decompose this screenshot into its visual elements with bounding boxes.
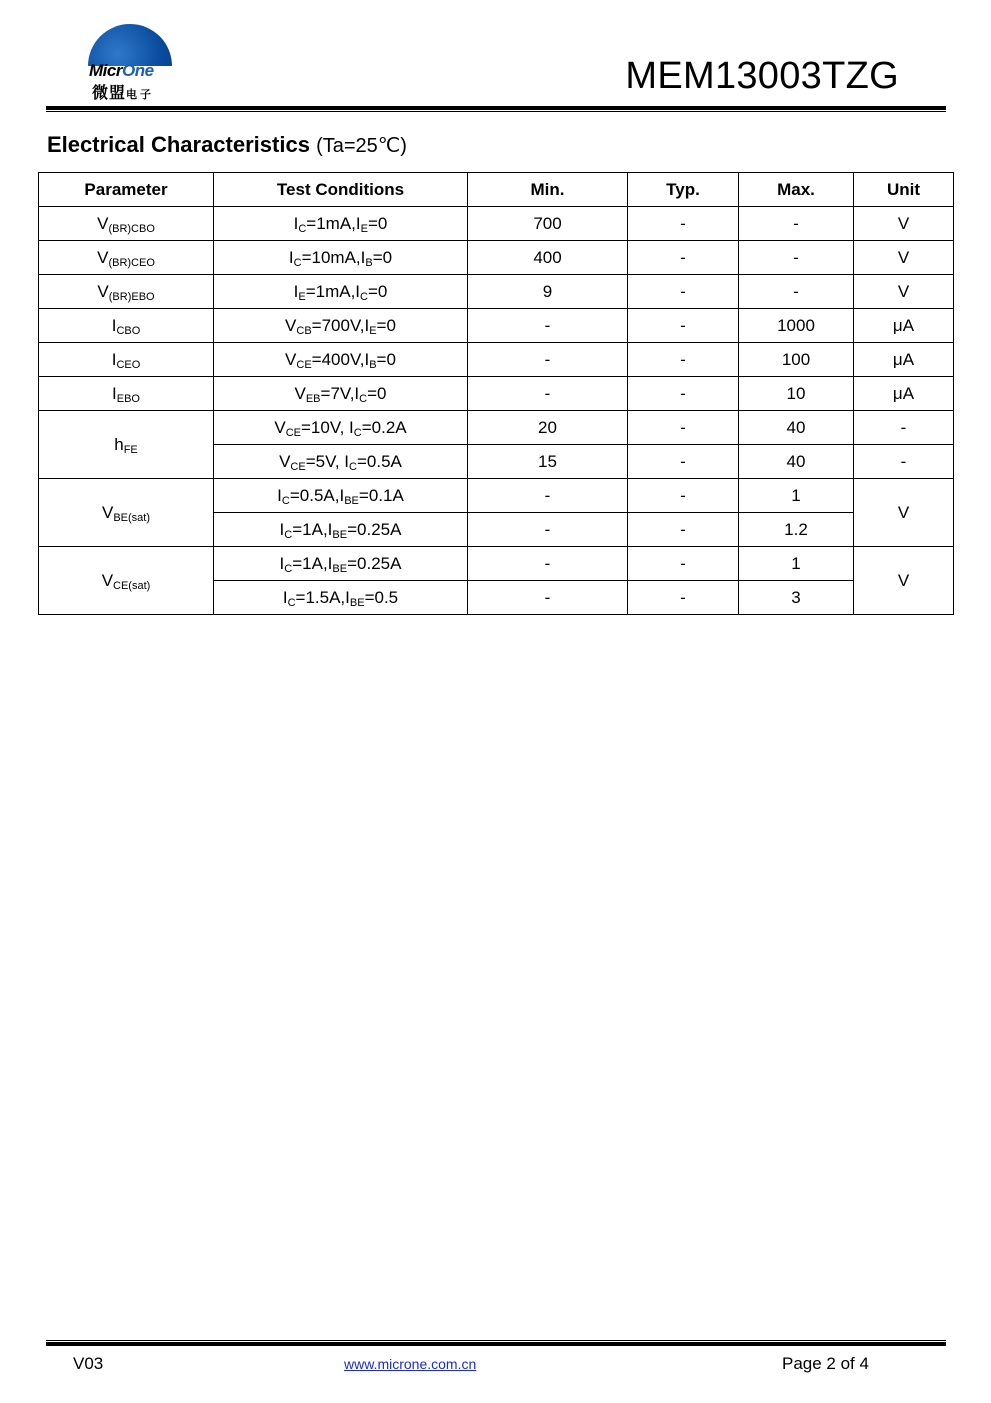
typ-cell: -: [628, 411, 739, 445]
table-row: [39, 207, 954, 241]
param-cell: [39, 479, 214, 547]
cond-sub: C: [360, 290, 368, 303]
cond-text: I: [288, 247, 294, 267]
cond-sub: BE: [344, 494, 359, 507]
param-subscript: FE: [123, 443, 138, 456]
cond-sub: BE: [332, 562, 348, 575]
cond-text: =0: [367, 383, 387, 403]
condition-cell: [214, 241, 468, 275]
condition-cell: [214, 377, 468, 411]
min-cell: 700: [468, 207, 628, 241]
typ-cell: -: [628, 207, 739, 241]
header-unit: Unit: [854, 173, 954, 207]
footer-website-link[interactable]: www.microne.com.cn: [344, 1356, 477, 1372]
param-cell: [39, 309, 214, 343]
unit-cell: -: [854, 445, 954, 479]
cond-text: =0.25A: [347, 519, 402, 539]
param-subscript: CBO: [116, 324, 141, 337]
cond-text: =700V,I: [311, 315, 370, 335]
param-symbol: V: [97, 281, 109, 301]
logo-brand-b: One: [121, 61, 154, 80]
condition-cell: [214, 513, 468, 547]
table-row: [39, 479, 954, 513]
typ-cell: -: [628, 241, 739, 275]
max-cell: 1: [739, 479, 854, 513]
cond-text: =0.25A: [347, 553, 402, 573]
param-cell: [39, 547, 214, 615]
cond-text: =1.5A,I: [295, 587, 350, 607]
cond-text: =0.2A: [361, 417, 407, 437]
param-symbol: h: [114, 434, 124, 454]
electrical-characteristics-table: [38, 172, 954, 615]
cond-text: =0: [376, 349, 396, 369]
cond-sub: C: [298, 222, 307, 235]
cond-sub: BE: [349, 596, 365, 609]
min-cell: 15: [468, 445, 628, 479]
param-symbol: I: [111, 315, 117, 335]
typ-cell: -: [628, 309, 739, 343]
logo-cn-small: 电子: [126, 89, 155, 101]
max-cell: -: [739, 241, 854, 275]
typ-cell: -: [628, 547, 739, 581]
cond-sub: C: [353, 426, 362, 439]
condition-cell: [214, 479, 468, 513]
param-subscript: (BR)CBO: [108, 222, 155, 235]
typ-cell: -: [628, 343, 739, 377]
document-title: MEM13003TZG: [625, 55, 899, 97]
footer-rule-thick: [46, 1342, 946, 1346]
max-cell: -: [739, 275, 854, 309]
cond-text: I: [279, 553, 285, 573]
table-header-row: [39, 173, 954, 207]
max-cell: 40: [739, 411, 854, 445]
max-cell: 1: [739, 547, 854, 581]
logo-cn-main: 微盟: [92, 85, 127, 102]
header-min: Min.: [468, 173, 628, 207]
header-test-conditions: Test Conditions: [214, 173, 468, 207]
param-symbol: V: [101, 570, 114, 590]
cond-text: =0: [367, 281, 388, 301]
cond-sub: C: [359, 392, 368, 405]
cond-text: V: [285, 349, 297, 369]
header-typ: Typ.: [628, 173, 739, 207]
table-row: [39, 241, 954, 275]
condition-cell: [214, 411, 468, 445]
param-subscript: (BR)EBO: [108, 290, 155, 303]
section-title: Electrical Characteristics: [47, 132, 310, 157]
cond-text: =0.1A: [358, 485, 404, 505]
cond-sub: EB: [305, 392, 321, 405]
typ-cell: -: [628, 581, 739, 615]
footer-page-number: Page 2 of 4: [782, 1354, 869, 1373]
cond-sub: E: [360, 222, 368, 235]
cond-text: I: [277, 485, 282, 505]
cond-sub: B: [365, 256, 373, 269]
table-row: [39, 411, 954, 445]
cond-text: =10V, I: [300, 417, 354, 437]
max-cell: 10: [739, 377, 854, 411]
param-cell: [39, 411, 214, 479]
typ-cell: -: [628, 479, 739, 513]
typ-cell: -: [628, 513, 739, 547]
company-logo: [86, 24, 176, 100]
min-cell: -: [468, 479, 628, 513]
table-row: [39, 309, 954, 343]
min-cell: -: [468, 513, 628, 547]
typ-cell: -: [628, 445, 739, 479]
header-rule-thin: [46, 111, 946, 112]
cond-sub: E: [369, 324, 377, 337]
cond-text: I: [293, 213, 299, 233]
cond-sub: B: [369, 358, 377, 371]
cond-text: =0: [376, 315, 396, 335]
condition-cell: [214, 207, 468, 241]
typ-cell: -: [628, 275, 739, 309]
cond-text: =10mA,I: [301, 247, 366, 267]
param-symbol: V: [101, 502, 114, 522]
cond-text: V: [285, 315, 297, 335]
min-cell: -: [468, 581, 628, 615]
param-subscript: EBO: [116, 392, 140, 405]
cond-text: V: [279, 451, 291, 471]
cond-text: =0.5A,I: [289, 485, 345, 505]
table-row: [39, 377, 954, 411]
cond-text: =0.5A: [357, 451, 402, 471]
table-row: [39, 343, 954, 377]
param-symbol: V: [97, 247, 109, 267]
param-cell: [39, 275, 214, 309]
cond-text: =0: [372, 247, 393, 267]
cond-text: =5V, I: [305, 451, 350, 471]
cond-sub: BE: [332, 528, 348, 541]
cond-sub: CE: [296, 358, 312, 371]
cond-text: V: [294, 383, 306, 403]
unit-cell: V: [854, 547, 954, 615]
cond-text: I: [282, 587, 288, 607]
cond-sub: CE: [290, 460, 306, 473]
logo-cn: [92, 80, 154, 103]
param-symbol: I: [112, 383, 117, 403]
unit-cell: V: [854, 275, 954, 309]
max-cell: 1000: [739, 309, 854, 343]
cond-text: =400V,I: [311, 349, 370, 369]
max-cell: 40: [739, 445, 854, 479]
param-cell: [39, 241, 214, 275]
cond-sub: CB: [296, 324, 312, 337]
cond-sub: E: [298, 290, 306, 303]
cond-sub: C: [281, 494, 290, 507]
cond-text: I: [279, 519, 285, 539]
section-condition: (Ta=25℃): [316, 135, 407, 157]
typ-cell: -: [628, 377, 739, 411]
condition-cell: [214, 445, 468, 479]
condition-cell: [214, 547, 468, 581]
unit-cell: -: [854, 411, 954, 445]
max-cell: -: [739, 207, 854, 241]
param-cell: [39, 343, 214, 377]
condition-cell: [214, 343, 468, 377]
unit-cell: V: [854, 479, 954, 547]
max-cell: 100: [739, 343, 854, 377]
cond-sub: C: [284, 562, 293, 575]
param-cell: [39, 377, 214, 411]
cond-sub: C: [293, 256, 302, 269]
param-symbol: V: [97, 213, 109, 233]
cond-text: =0.5: [364, 587, 399, 607]
cond-text: =1mA,I: [305, 281, 361, 301]
section-heading: [47, 132, 407, 158]
cond-text: I: [293, 281, 299, 301]
param-subscript: BE(sat): [113, 511, 151, 524]
cond-text: =7V,I: [320, 383, 360, 403]
unit-cell: V: [854, 241, 954, 275]
unit-cell: μA: [854, 377, 954, 411]
table-row: [39, 547, 954, 581]
condition-cell: [214, 581, 468, 615]
cond-text: =0: [367, 213, 388, 233]
min-cell: 400: [468, 241, 628, 275]
footer-rule-thin: [46, 1340, 946, 1341]
header-max: Max.: [739, 173, 854, 207]
header-rule-thick: [46, 106, 946, 110]
table-row: [39, 275, 954, 309]
min-cell: -: [468, 377, 628, 411]
cond-text: =1A,I: [292, 553, 333, 573]
param-subscript: CE(sat): [113, 579, 151, 592]
unit-cell: V: [854, 207, 954, 241]
cond-text: V: [274, 417, 286, 437]
min-cell: 9: [468, 275, 628, 309]
min-cell: -: [468, 547, 628, 581]
min-cell: -: [468, 309, 628, 343]
logo-brand: [89, 61, 154, 81]
cond-text: =1mA,I: [306, 213, 361, 233]
unit-cell: μA: [854, 343, 954, 377]
param-cell: [39, 207, 214, 241]
min-cell: -: [468, 343, 628, 377]
param-subscript: CEO: [116, 358, 141, 371]
header-parameter: Parameter: [39, 173, 214, 207]
cond-sub: C: [284, 528, 293, 541]
max-cell: 3: [739, 581, 854, 615]
param-subscript: (BR)CEO: [108, 256, 155, 269]
condition-cell: [214, 275, 468, 309]
logo-brand-a: Micr: [89, 61, 122, 80]
footer-version: V03: [73, 1354, 104, 1373]
unit-cell: μA: [854, 309, 954, 343]
cond-sub: C: [287, 596, 296, 609]
cond-sub: C: [349, 460, 357, 473]
param-symbol: I: [111, 349, 117, 369]
max-cell: 1.2: [739, 513, 854, 547]
condition-cell: [214, 309, 468, 343]
cond-sub: CE: [285, 426, 301, 439]
cond-text: =1A,I: [292, 519, 333, 539]
min-cell: 20: [468, 411, 628, 445]
